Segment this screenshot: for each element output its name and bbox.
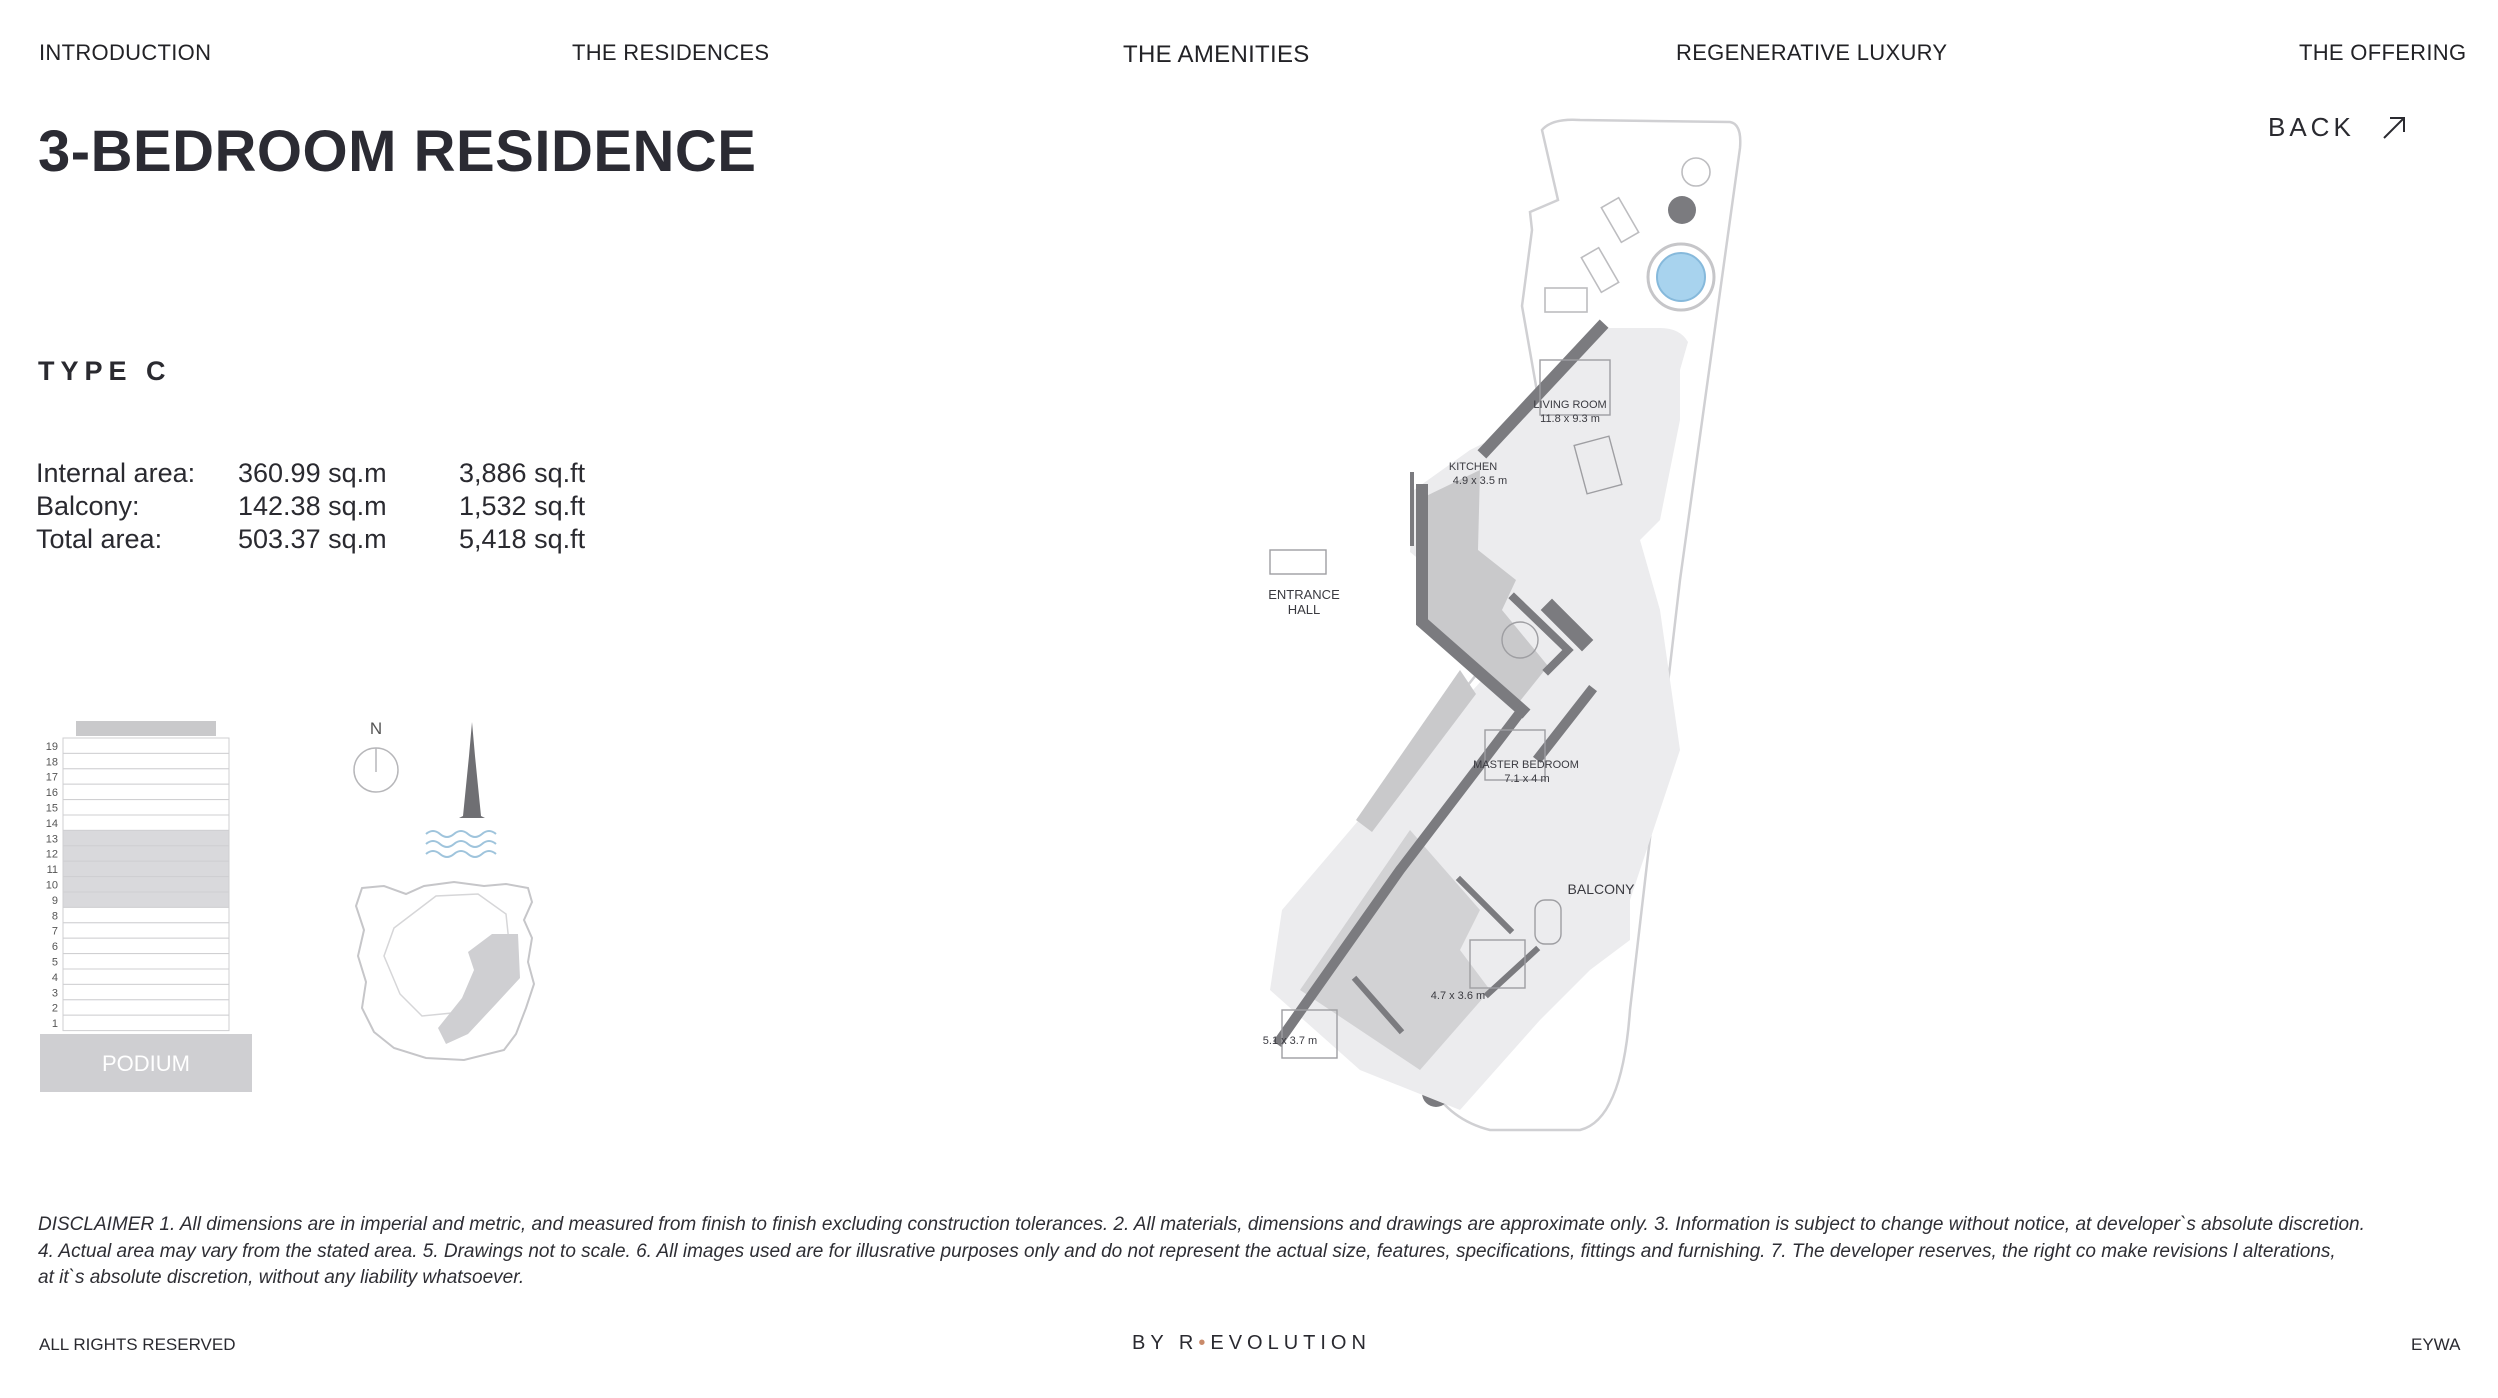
room-label-entrance: ENTRANCE bbox=[1268, 587, 1340, 602]
compass-north-label: N bbox=[369, 719, 383, 738]
nav-the-offering[interactable]: THE OFFERING bbox=[2299, 40, 2467, 65]
floor-row bbox=[63, 815, 229, 830]
room-label-living: LIVING ROOM bbox=[1533, 399, 1607, 411]
area-label: Total area: bbox=[36, 524, 163, 554]
nav-the-residences[interactable]: THE RESIDENCES bbox=[572, 40, 770, 65]
brand-r: R bbox=[1178, 1332, 1199, 1354]
disclaimer-line: DISCLAIMER 1. All dimensions are in imperial and metric, and measured from finish to finish excluding construction tolerances. 2. All materials, dimensions and drawings are approximate only. 3. Information is subject to change without notice, at developer`s absolute discretion. bbox=[38, 1214, 2365, 1235]
nav-introduction[interactable]: INTRODUCTION bbox=[39, 40, 212, 65]
floor-number: 15 bbox=[45, 802, 58, 815]
floor-row bbox=[63, 1000, 229, 1015]
tower-icon bbox=[459, 722, 485, 818]
room-dim-master: 7.1 x 4 m bbox=[1504, 773, 1550, 785]
room-label-master-bedroom: MASTER BEDROOM bbox=[1473, 759, 1579, 771]
area-table bbox=[36, 457, 585, 556]
back-button[interactable] bbox=[2268, 112, 2407, 143]
floor-row bbox=[63, 877, 229, 892]
area-sqm: 142.38 sq.m bbox=[238, 491, 387, 521]
floor-number: 18 bbox=[45, 756, 58, 769]
area-row bbox=[36, 490, 585, 523]
floor-number: 17 bbox=[45, 771, 58, 784]
nav-regenerative-luxury[interactable]: REGENERATIVE LUXURY bbox=[1676, 40, 1948, 65]
room-label-hall: HALL bbox=[1287, 602, 1321, 617]
floor-number: 7 bbox=[51, 925, 58, 938]
site-key-diagram bbox=[344, 716, 574, 1096]
floor-row bbox=[63, 738, 229, 753]
floor-row bbox=[63, 753, 229, 768]
floor-number: 8 bbox=[51, 910, 58, 923]
floor-number: 3 bbox=[51, 987, 58, 1000]
area-sqm: 503.37 sq.m bbox=[238, 524, 387, 554]
podium-label: PODIUM bbox=[102, 1051, 190, 1076]
building-roof bbox=[76, 721, 216, 736]
floor-row bbox=[63, 938, 229, 953]
floor-row bbox=[63, 846, 229, 861]
room-dim-living: 11.8 x 9.3 m bbox=[1540, 413, 1600, 425]
footer-rights: ALL RIGHTS RESERVED bbox=[39, 1335, 236, 1354]
floor-number: 13 bbox=[45, 833, 58, 846]
area-label: Internal area: bbox=[36, 458, 196, 488]
area-label: Balcony: bbox=[36, 491, 140, 521]
floor-row bbox=[63, 784, 229, 799]
floor-number: 14 bbox=[45, 817, 58, 830]
disclaimer-line: 4. Actual area may vary from the stated area. 5. Drawings not to scale. 6. All images used are for illusrative purposes only and do not represent the actual size, features, specifications, fittings and furnishing. 7. The developer reserves, the right co make revisions l alterations, bbox=[38, 1240, 2336, 1262]
floor-number: 16 bbox=[45, 787, 58, 800]
disclaimer bbox=[38, 1212, 2468, 1292]
floor-number: 11 bbox=[46, 864, 58, 877]
building-floor-diagram bbox=[36, 718, 266, 1098]
area-sqft: 5,418 sq.ft bbox=[459, 524, 586, 554]
water-waves-icon bbox=[426, 831, 496, 857]
floor-row bbox=[63, 861, 229, 876]
back-label: BACK bbox=[2268, 112, 2355, 142]
floor-number: 6 bbox=[51, 941, 58, 954]
floor-row bbox=[63, 969, 229, 984]
room-dim-bedroom-2: 4.7 x 3.6 m bbox=[1430, 990, 1486, 1002]
room-dim-bedroom-3: 5.1 x 3.7 m bbox=[1262, 1035, 1318, 1047]
floor-row bbox=[63, 892, 229, 907]
area-sqft: 3,886 sq.ft bbox=[459, 458, 586, 488]
floor-number: 4 bbox=[51, 971, 58, 984]
floor-row bbox=[63, 954, 229, 969]
room-dim-kitchen: 4.9 x 3.5 m bbox=[1452, 475, 1508, 487]
nav-the-amenities[interactable]: THE AMENITIES bbox=[1123, 41, 1310, 68]
floor-number: 9 bbox=[51, 894, 58, 907]
floor-number: 2 bbox=[51, 1002, 58, 1015]
floor-row bbox=[63, 800, 229, 815]
floor-rows bbox=[46, 738, 229, 1031]
floor-plan bbox=[1160, 110, 1760, 1140]
floor-number: 12 bbox=[45, 848, 58, 861]
floor-row bbox=[63, 769, 229, 784]
compass-icon bbox=[354, 748, 398, 792]
area-sqft: 1,532 sq.ft bbox=[459, 491, 586, 521]
floor-number: 19 bbox=[45, 740, 58, 753]
page-title: 3-BEDROOM RESIDENCE bbox=[38, 119, 757, 184]
floor-row bbox=[63, 984, 229, 999]
brand-prefix: BY bbox=[1132, 1332, 1169, 1354]
floor-row bbox=[63, 923, 229, 938]
brand-dot: • bbox=[1198, 1332, 1211, 1354]
footer-brand-name: EYWA bbox=[2411, 1335, 2461, 1354]
floor-number: 5 bbox=[51, 956, 58, 969]
floor-row bbox=[63, 907, 229, 922]
disclaimer-line: at it`s absolute discretion, without any liability whatsoever. bbox=[38, 1267, 525, 1288]
arrow-up-right-icon bbox=[2381, 115, 2407, 141]
room-label-kitchen: KITCHEN bbox=[1448, 461, 1498, 473]
floor-number: 10 bbox=[45, 879, 58, 892]
area-row bbox=[36, 523, 585, 556]
area-row bbox=[36, 457, 585, 490]
footer-brand-logo bbox=[1132, 1332, 1371, 1355]
floor-row bbox=[63, 830, 229, 845]
unit-type: TYPE C bbox=[38, 356, 172, 386]
floor-number: 1 bbox=[51, 1018, 58, 1031]
column bbox=[1668, 196, 1696, 224]
floor-row bbox=[63, 1015, 229, 1030]
pool bbox=[1657, 253, 1705, 301]
entrance-door bbox=[1270, 550, 1326, 574]
area-sqm: 360.99 sq.m bbox=[238, 458, 387, 488]
room-label-balcony: BALCONY bbox=[1567, 881, 1635, 897]
brand-rest: EVOLUTION bbox=[1210, 1332, 1371, 1354]
